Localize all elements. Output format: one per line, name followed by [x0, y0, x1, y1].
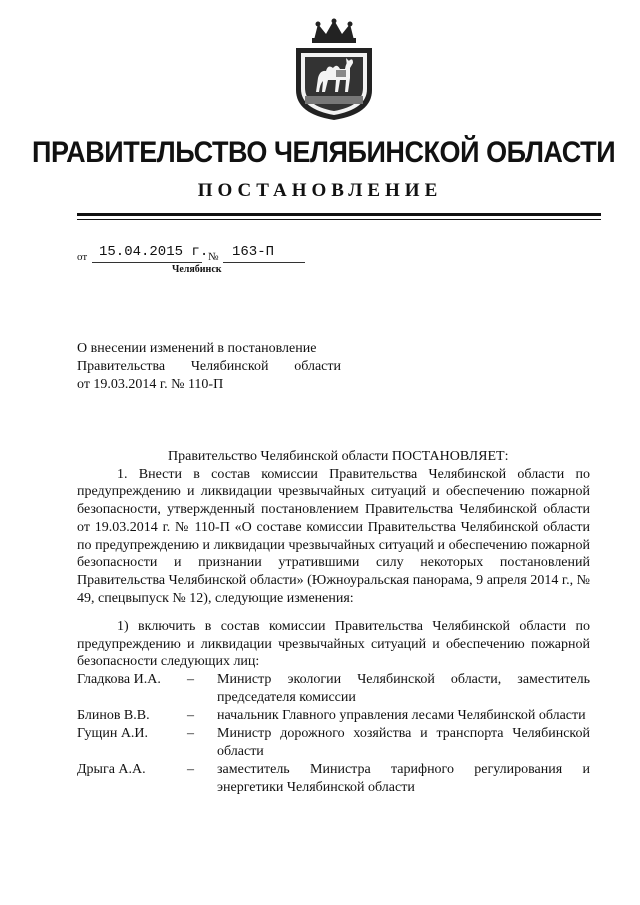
document-date: 15.04.2015 г. [99, 244, 209, 260]
person-position: Министр экологии Челябинской области, заместитель председателя комиссии [217, 672, 590, 705]
main-text [77, 448, 590, 607]
persons-list [77, 671, 590, 797]
header-divider-thin [77, 219, 601, 220]
subject-line-2: Правительства Челябинской области [77, 359, 341, 374]
number-prefix: № [208, 251, 219, 263]
intro-paragraph: Правительство Челябинской области ПОСТАНОВЛЯЕТ: [168, 449, 509, 464]
document-type-heading: ПОСТАНОВЛЕНИЕ [197, 180, 443, 201]
date-prefix: от [77, 251, 88, 263]
city-label: Челябинск [172, 264, 222, 275]
item-1-paragraph: 1. Внести в состав комиссии Правительства Челябинской области по предупреждению и ликвидации чрезвычайных ситуаций и обеспечению пожарной безопасности, утвержденный постановлением Правительства Челябинской области от 19.03.2014 г. № 110-П «О составе комиссии Правительства Челябинской области по предупреждению и ликвидации чрезвычайных ситуаций и обеспечению пожарной безопасности и признании утратившими силу некоторых постановлений Правительства Челябинской области» (Южноуральская панорама, 9 апреля 2014 г., № 49, спецвыпуск № 12), следующие изменения: [77, 466, 590, 606]
number-underline [223, 262, 305, 263]
subject-line-3: от 19.03.2014 г. № 110-П [77, 377, 224, 392]
person-dash: – [187, 707, 194, 723]
person-position: заместитель Министра тарифного регулирования и энергетики Челябинской области [217, 762, 590, 795]
person-dash: – [187, 726, 194, 742]
subitem-1-paragraph: 1) включить в состав комиссии Правительства Челябинской области по предупреждению и ликвидации чрезвычайных ситуаций и обеспечению пожарной безопасности следующих лиц: [77, 619, 590, 670]
person-name: Дрыга А.А. [77, 762, 146, 778]
person-row [77, 725, 590, 760]
person-row [77, 707, 590, 725]
person-position: начальник Главного управления лесами Челябинской области [217, 707, 586, 723]
subject-line-1: О внесении изменений в постановление [77, 341, 317, 356]
person-row [77, 761, 590, 796]
person-row [77, 671, 590, 706]
person-name: Гущин А.И. [77, 726, 149, 742]
date-number-line [77, 244, 337, 264]
document-number: 163-П [232, 244, 275, 260]
chelyabinsk-coat-of-arms-icon [290, 18, 378, 122]
person-dash: – [187, 672, 194, 687]
document-subject [77, 340, 341, 394]
person-position: Министр дорожного хозяйства и транспорта Челябинской области [217, 726, 590, 759]
person-dash: – [187, 762, 194, 778]
person-name: Блинов В.В. [77, 707, 150, 723]
person-name: Гладкова И.А. [77, 672, 161, 687]
date-underline [92, 262, 202, 263]
government-title: ПРАВИТЕЛЬСТВО ЧЕЛЯБИНСКОЙ ОБЛАСТИ [32, 136, 616, 169]
header-divider-thick [77, 213, 601, 216]
